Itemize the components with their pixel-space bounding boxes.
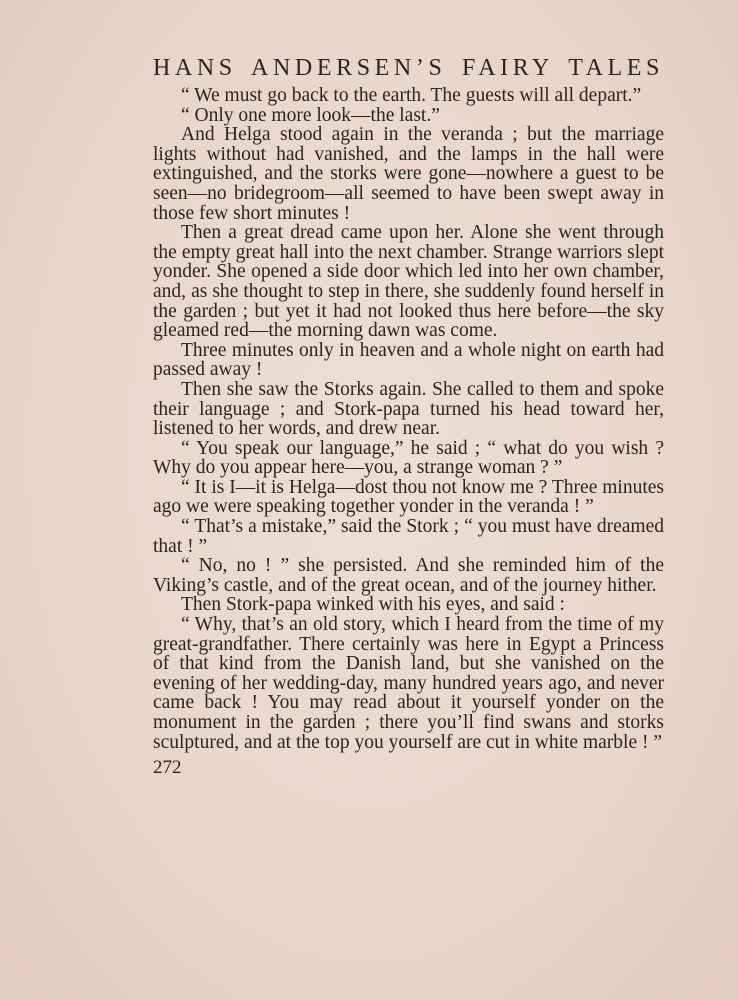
paragraph-4: Then a great dread came upon her. Alone she went through the empty great hall into the next chamber. Strange warriors slept yonder. She opened a side door which led into her own chamber, and, as she thought to step in there, she suddenly found herself in the garden ; but yet it had not looked thus here before—the sky gleamed red—the morning dawn was come. xyxy=(153,222,664,342)
paragraph-3: And Helga stood again in the veranda ; but the marriage lights without had vanished, and the lamps in the hall were extinguished, and the storks were gone—nowhere a guest to be seen—no bridegroom—all seemed to have been swept away in those few short minutes ! xyxy=(153,124,664,224)
paragraph-9: “ That’s a mistake,” said the Stork ; “ you must have dreamed that ! ” xyxy=(153,516,664,557)
paragraph-7: “ You speak our language,” he said ; “ what do you wish ? Why do you appear here—you, a strange woman ? ” xyxy=(153,437,664,479)
page-number: 272 xyxy=(153,757,182,779)
paragraph-5: Three minutes only in heaven and a whole night on earth had passed away ! xyxy=(153,339,664,381)
paragraph-2: “ Only one more look—the last.” xyxy=(181,104,440,126)
paragraph-1: “ We must go back to the earth. The guests will all depart.” xyxy=(181,85,642,106)
paragraph-8: “ It is I—it is Helga—dost thou not know me ? Three minutes ago we were speaking together yonder in the veranda ! ” xyxy=(153,476,664,518)
paragraph-12: “ Why, that’s an old story, which I heard from the time of my great-grandfather. There certainly was here in Egypt a Princess of that kind from the Danish land, but she vanished on the evening of her wedding-day, many hundred years ago, and never came back ! You may read about it yourself yonder on the monument in the garden ; there you’ll find swans and storks sculptured, and at the top you yourself are cut in white marble ! ” xyxy=(153,614,664,753)
paragraph-10: “ No, no ! ” she persisted. And she reminded him of the Viking’s castle, and of the great ocean, and of the journey hither. xyxy=(153,555,664,596)
paragraph-11: Then Stork-papa winked with his eyes, and said : xyxy=(181,594,565,616)
running-head: HANS ANDERSEN’S FAIRY TALES xyxy=(153,55,664,81)
paragraph-6: Then she saw the Storks again. She called to them and spoke their language ; and Stork-papa turned his head toward her, listened to her words, and drew near. xyxy=(153,378,664,440)
page-content xyxy=(153,52,664,780)
body-text xyxy=(153,86,664,752)
